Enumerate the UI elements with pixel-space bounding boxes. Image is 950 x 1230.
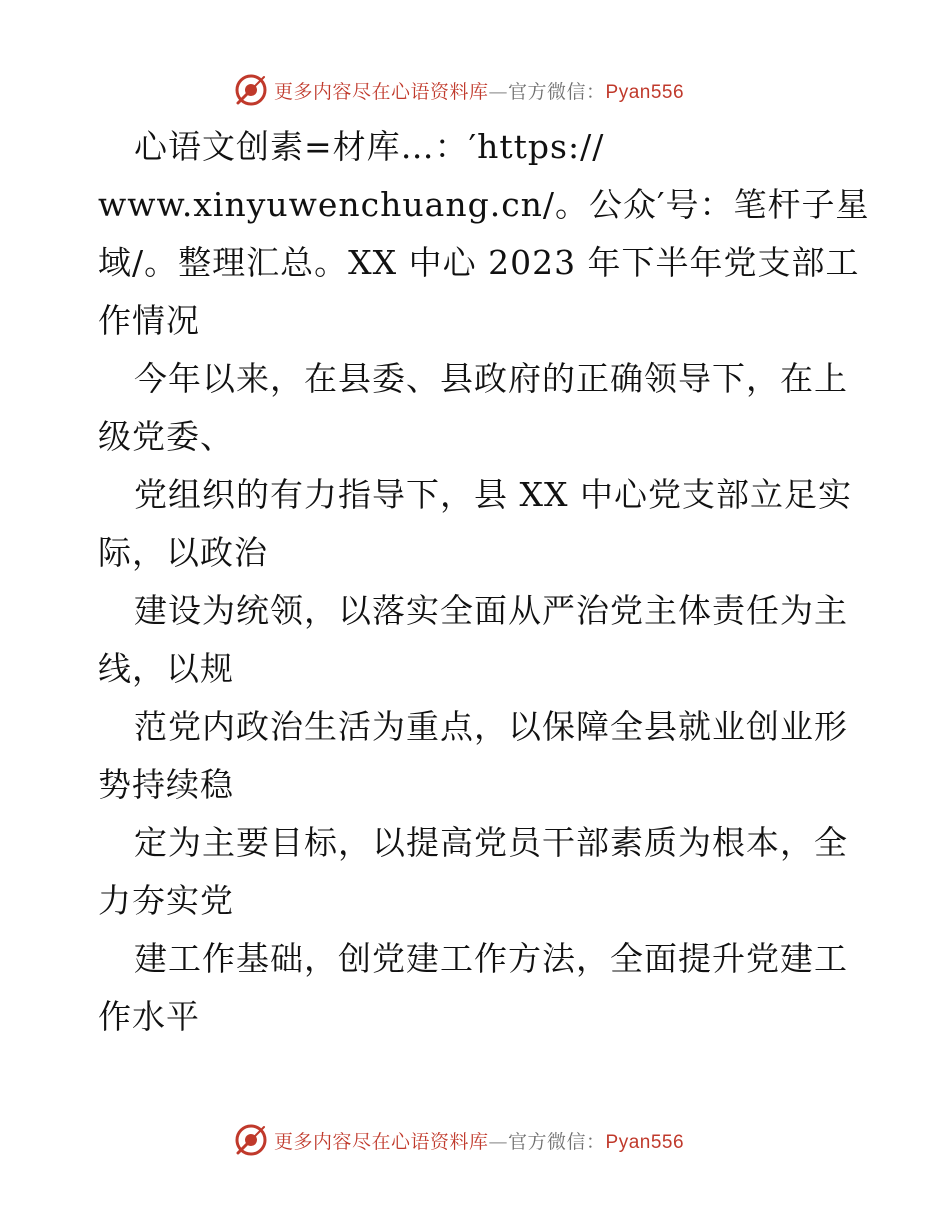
body-line: 建工作基础，创党建工作方法，全面提升党建工 — [134, 939, 848, 978]
body-line: 作情况 — [98, 301, 200, 340]
body-line: 域/。整理汇总。XX 中心 2023 年下半年党支部工 — [98, 243, 860, 282]
footer-watermark — [234, 1122, 684, 1158]
watermark-text — [274, 1127, 684, 1154]
watermark-main-text: 更多内容尽在心语资料库 — [274, 80, 489, 103]
body-line: 定为主要目标，以提高党员干部素质为根本，全 — [134, 823, 848, 862]
body-line: 范党内政治生活为重点，以保障全县就业创业形 — [134, 707, 848, 746]
watermark-account: Pyan556 — [605, 81, 685, 103]
body-line: 心语文创素=材库…：′https:// — [134, 127, 605, 166]
pen-logo-icon — [234, 73, 268, 107]
body-line: 今年以来，在县委、县政府的正确领导下，在上 — [134, 359, 848, 398]
body-line: 力夯实党 — [98, 881, 234, 920]
pen-logo-icon — [234, 1123, 268, 1157]
body-line: 作水平 — [98, 997, 200, 1036]
watermark-wechat-label: 官方微信： — [508, 1130, 606, 1153]
watermark-dash: — — [488, 80, 509, 103]
watermark-dash: — — [488, 1130, 509, 1153]
body-line: 级党委、 — [98, 417, 234, 456]
body-line: 建设为统领，以落实全面从严治党主体责任为主 — [134, 591, 848, 630]
body-line: www.xinyuwenchuang.cn/。公众′号：笔杆子星 — [98, 185, 870, 224]
watermark-wechat-label: 官方微信： — [508, 80, 606, 103]
body-line: 际，以政治 — [98, 533, 268, 572]
watermark-main-text: 更多内容尽在心语资料库 — [274, 1130, 489, 1153]
body-line: 党组织的有力指导下，县 XX 中心党支部立足实 — [134, 475, 852, 514]
document-body — [98, 118, 870, 1046]
watermark-text — [274, 77, 684, 104]
watermark-account: Pyan556 — [605, 1131, 685, 1153]
body-line: 线，以规 — [98, 649, 234, 688]
header-watermark — [234, 72, 684, 108]
body-line: 势持续稳 — [98, 765, 234, 804]
